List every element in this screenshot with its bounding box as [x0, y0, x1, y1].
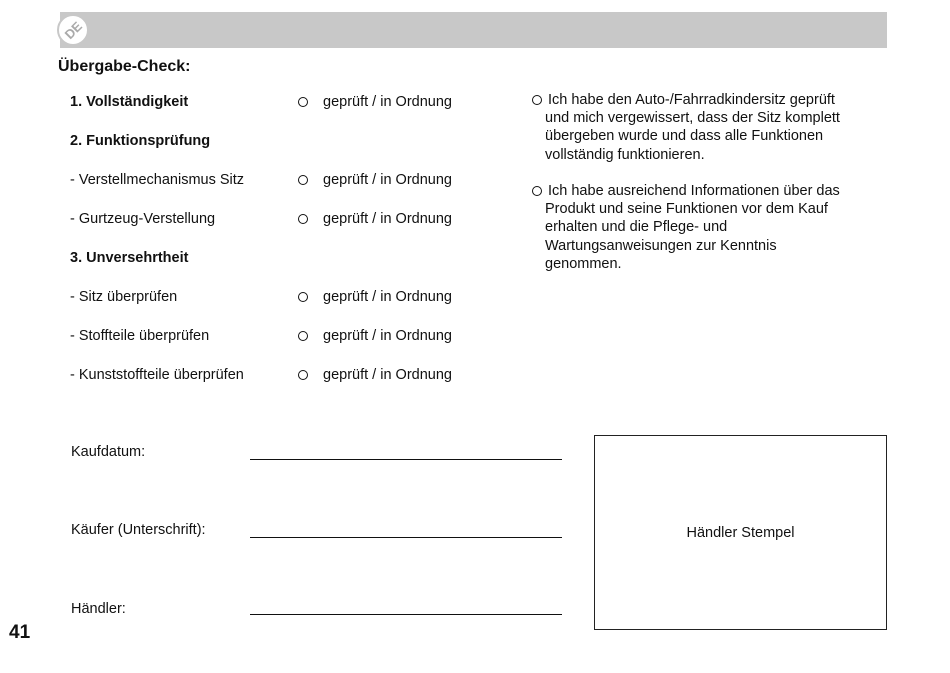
purchase-date-field[interactable]: [250, 459, 562, 460]
checklist-label: - Gurtzeug-Verstellung: [70, 211, 216, 227]
check-status: geprüft / in Ordnung: [323, 328, 452, 344]
checklist-label: - Stoffteile überprüfen: [70, 328, 210, 344]
checklist-label: 2. Funktionsprüfung: [70, 133, 211, 149]
checklist-row: [70, 287, 452, 307]
checklist-label: 1. Vollständigkeit: [70, 94, 189, 110]
check-radio[interactable]: [298, 175, 308, 185]
statement-radio[interactable]: [532, 186, 542, 196]
dealer-stamp-box[interactable]: [594, 435, 887, 630]
check-status: geprüft / in Ordnung: [323, 94, 452, 110]
checklist-label: - Sitz überprüfen: [70, 289, 178, 305]
statement-line: genommen.: [545, 255, 622, 272]
statement-line: übergeben wurde und dass alle Funktionen: [545, 128, 824, 145]
checklist-row: [70, 92, 452, 112]
checklist-row: [70, 365, 452, 385]
check-radio[interactable]: [298, 97, 308, 107]
statement-line: Ich habe den Auto-/Fahrradkindersitz geprüft: [548, 92, 835, 108]
checklist-label: 3. Unversehrtheit: [70, 250, 189, 266]
checklist-row: [70, 170, 452, 190]
checklist-row: [70, 326, 452, 346]
purchase-date-label: Kaufdatum:: [71, 444, 146, 460]
check-radio[interactable]: [298, 331, 308, 341]
statement-line: und mich vergewissert, dass der Sitz komplett: [545, 110, 840, 127]
dealer-stamp-label: Händler Stempel: [686, 524, 795, 541]
check-radio[interactable]: [298, 292, 308, 302]
buyer-signature-label: Käufer (Unterschrift):: [71, 522, 206, 538]
statement-line: vollständig funktionieren.: [545, 146, 705, 163]
checklist-row: [70, 248, 298, 268]
page-title: Übergabe-Check:: [58, 58, 191, 75]
language-badge-label: DE: [61, 18, 85, 42]
checklist-row: [70, 131, 298, 151]
check-status: geprüft / in Ordnung: [323, 367, 452, 383]
language-badge: [57, 14, 89, 46]
dealer-label: Händler:: [71, 601, 126, 617]
buyer-signature-field[interactable]: [250, 537, 562, 538]
statement-line: Produkt und seine Funktionen vor dem Kauf: [545, 201, 828, 218]
header-bar: [60, 12, 887, 48]
check-status: geprüft / in Ordnung: [323, 172, 452, 188]
statement-confirmation-informed: [532, 182, 882, 273]
checklist-row: [70, 209, 452, 229]
statement-line: Ich habe ausreichend Informationen über das: [548, 183, 840, 199]
statement-radio[interactable]: [532, 95, 542, 105]
statement-line: erhalten und die Pflege- und: [545, 219, 728, 236]
statement-line: Wartungsanweisungen zur Kenntnis: [545, 237, 777, 254]
checklist-label: - Kunststoffteile überprüfen: [70, 367, 244, 383]
dealer-field[interactable]: [250, 614, 562, 615]
checklist-label: - Verstellmechanismus Sitz: [70, 172, 245, 188]
check-status: geprüft / in Ordnung: [323, 289, 452, 305]
check-radio[interactable]: [298, 370, 308, 380]
check-radio[interactable]: [298, 214, 308, 224]
check-status: geprüft / in Ordnung: [323, 211, 452, 227]
page-number: 41: [9, 622, 31, 643]
statement-confirmation-complete: [532, 91, 882, 164]
